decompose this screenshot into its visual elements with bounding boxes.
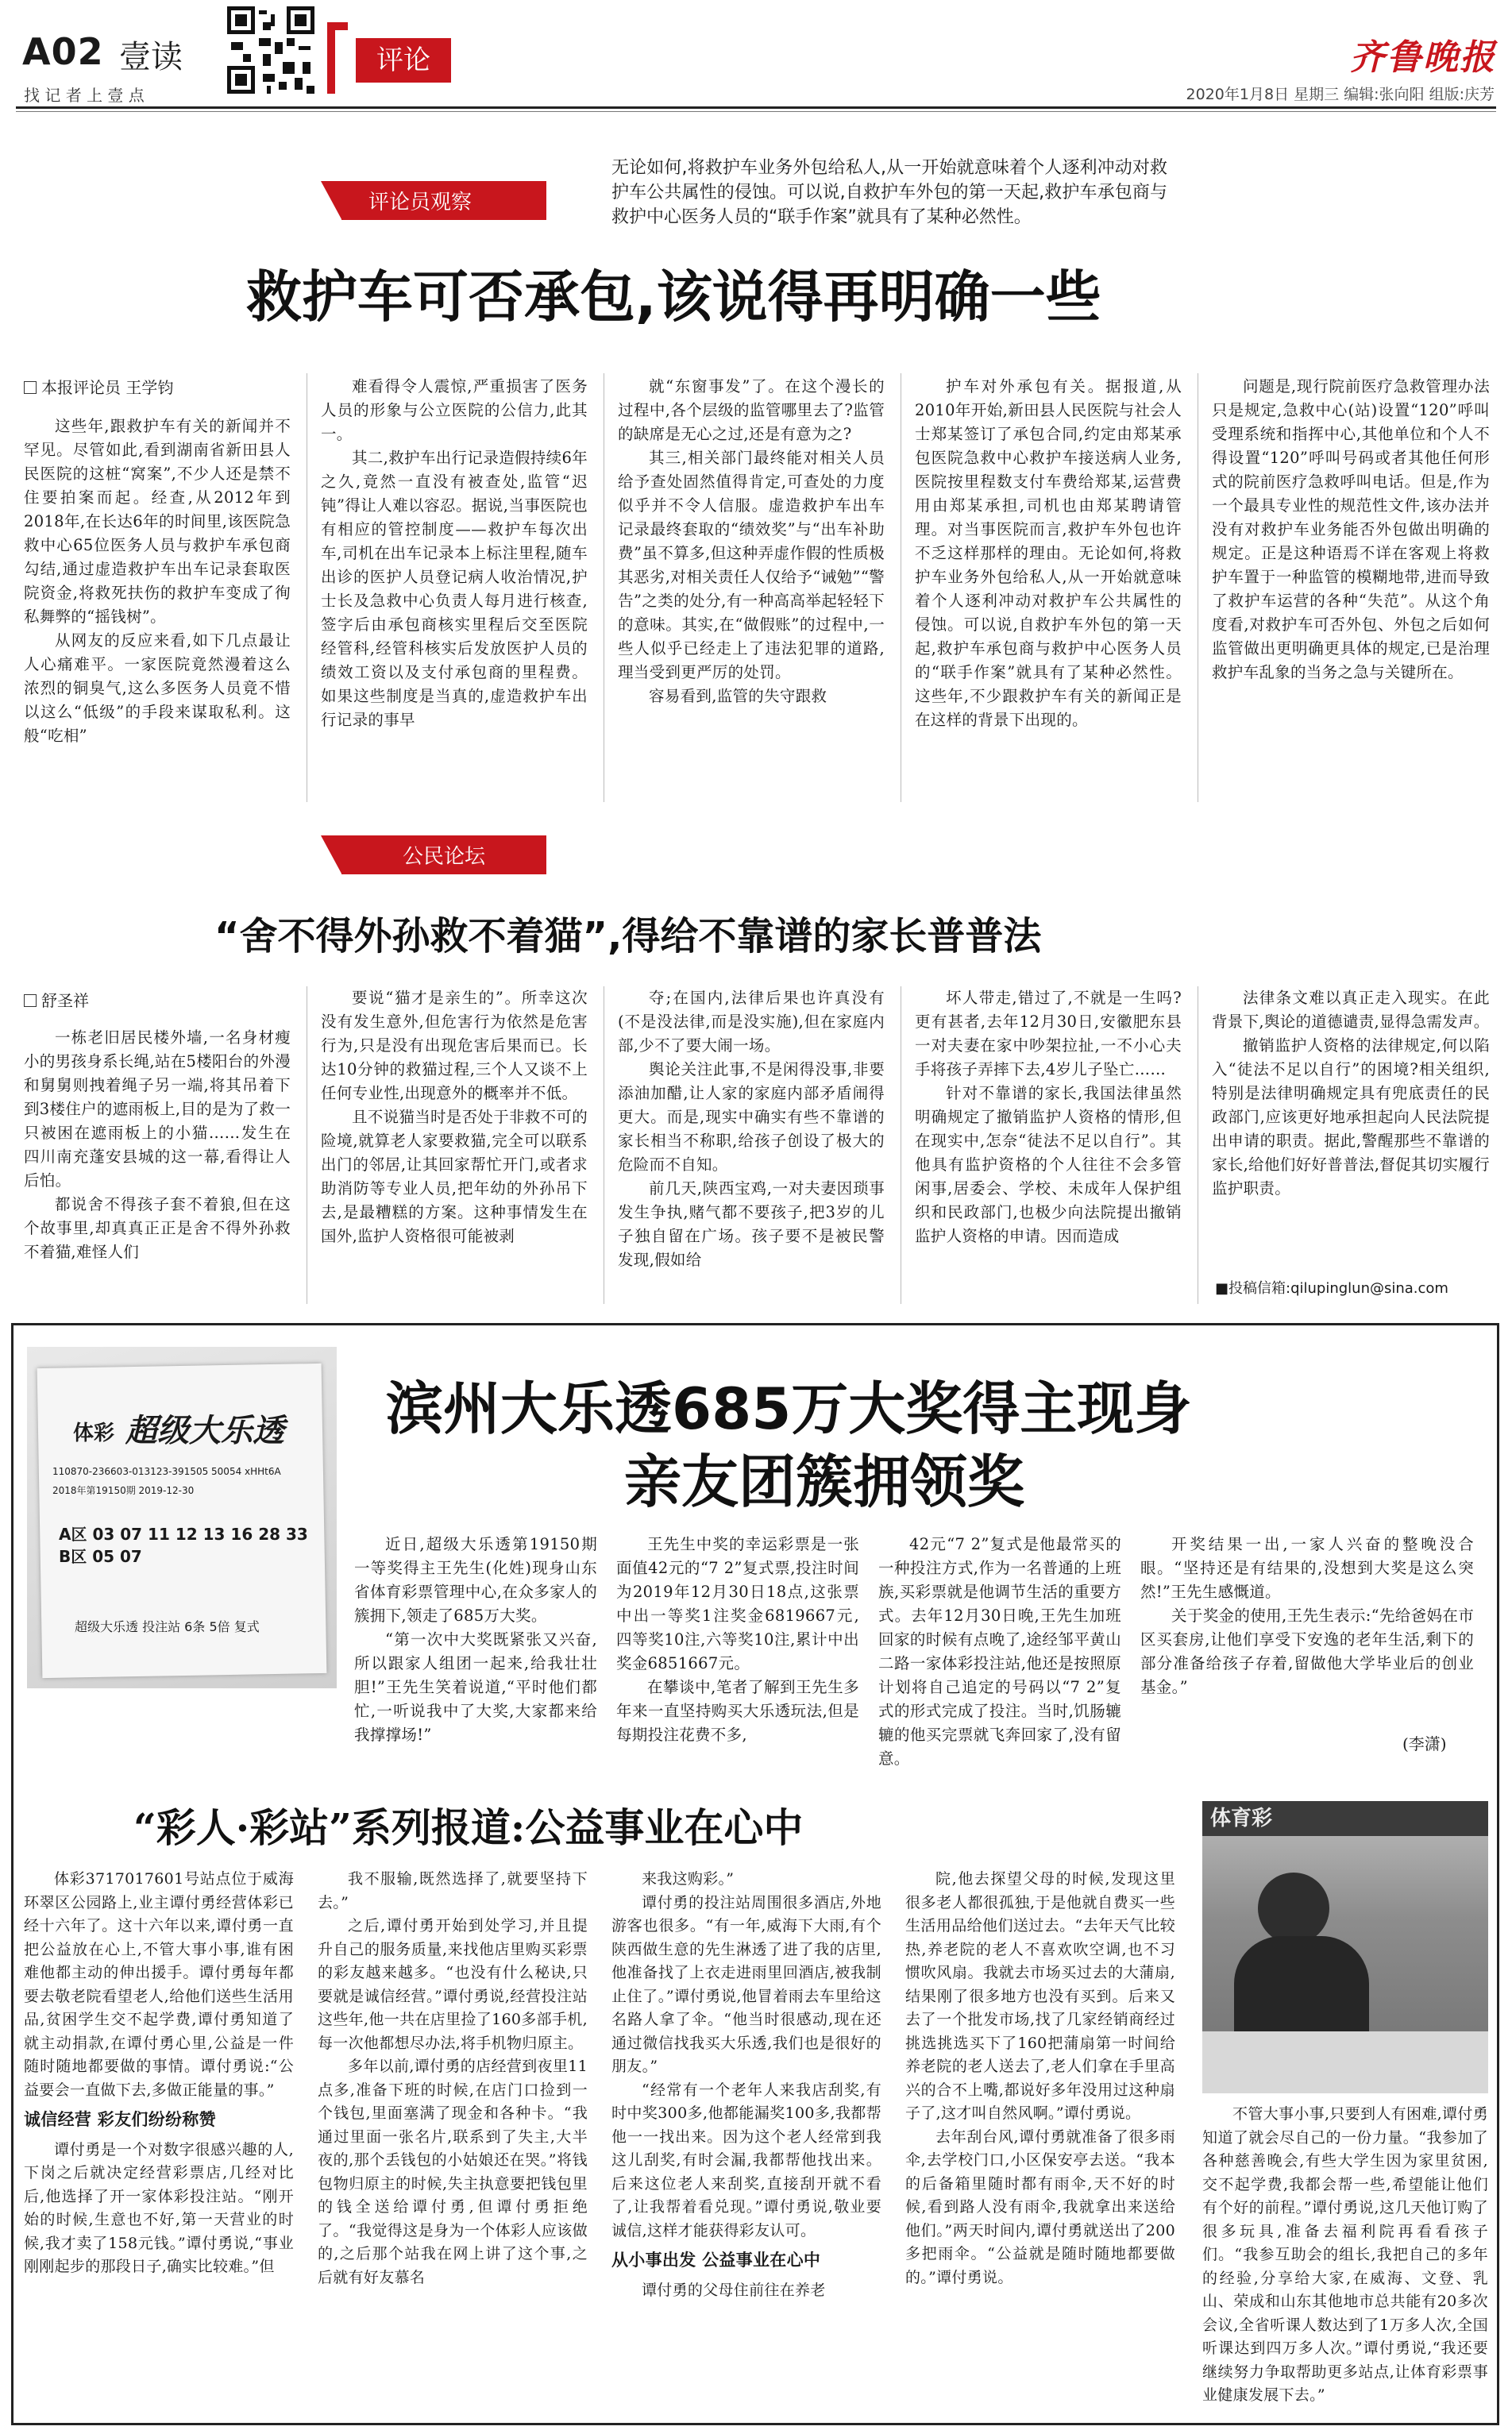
article3-col-3	[878, 1533, 1121, 1771]
qr-code-icon	[227, 6, 314, 94]
paper-logo: 齐鲁晚报	[1350, 37, 1496, 78]
article2-col-1	[24, 1026, 291, 1264]
counter-icon	[1202, 2031, 1488, 2093]
paragraph: 前几天,陕西宝鸡,一对夫妻因琐事发生争执,赌气都不要孩子,把3岁的儿子独自留在广场。孩子要不是被民警发现,假如给	[618, 1179, 885, 1269]
article2-headline: “舍不得外孙救不着猫”,得给不靠谱的家长普普法	[214, 914, 1042, 959]
article3-headline-2: 亲友团簇拥领奖	[624, 1448, 1025, 1515]
article1-banner: 评论员观察	[341, 181, 546, 220]
article4-col-5	[1202, 2103, 1488, 2408]
paragraph: 这些年,跟救护车有关的新闻并不罕见。尽管如此,看到湖南省新田县人民医院的这桩“窝案”,不少人还是禁不住要拍案而起。经查,从2012年到2018年,在长达6年的时间里,该医院急救中心65位医务人员与救护车承包商勾结,通过虚造救护车出车记录套取医院资金,将救死扶伤的救护车变成了徇私舞弊的“摇钱树”。	[24, 417, 291, 626]
ticket-logo: 超级大乐透	[125, 1413, 284, 1449]
paragraph: 院,他去探望父母的时候,发现这里很多老人都很孤独,于是他就自费买一些生活用品给他们送过去。“去年天气比较热,养老院的老人不喜欢吹空调,也不习惯吹风扇。我就去市场买过去的大蒲扇,结果刚了很多地方也没有买到。后来又去了一个批发市场,找了几家经销商经过挑选挑选买下了160把蒲扇第一时间给养老院的老人送去了,老人们拿在手里高兴的合不上嘴,都说好多年没用过这种扇子了,这才叫自然风啊。”谭付勇说。	[905, 1870, 1175, 2122]
article1-byline-text: 本报评论员 王学钧	[41, 378, 174, 397]
ticket-line2: 2018年第19150期 2019-12-30	[52, 1485, 195, 1496]
article2-contact: ■投稿信箱:qilupinglun@sina.com	[1215, 1280, 1448, 1297]
subheading: 从小事出发 公益事业在心中	[611, 2251, 821, 2270]
paragraph: 不管大事小事,只要到人有困难,谭付勇知道了就会尽自己的一份力量。“我参加了各种慈善晚会,有些大学生因为家里贫困,交不起学费,我都会帮一些,希望能让他们有个好的前程。”谭付勇说,这几天他订购了很多玩具,准备去福利院再看看孩子们。“我参互助会的组长,我把自己的多年的经验,分享给大家,在威海、文登、乳山、荣成和山东其他地市总共能有20多次会议,全省听课人数达到了1万多人次,全国听课达到四万多人次。”谭付勇说,“我还要继续努力争取帮助更多站点,让体育彩票事业健康发展下去。”	[1202, 2105, 1488, 2404]
paragraph: 难看得令人震惊,严重损害了医务人员的形象与公立医院的公信力,此其一。	[321, 377, 588, 443]
paragraph: 体彩3717017601号站点位于威海环翠区公园路上,业主谭付勇经营体彩已经十六年了。这十六年以来,谭付勇一直把公益放在心上,不管大事小事,谁有困难他都主动的伸出援手。谭付勇每年都要去敬老院看望老人,给他们送些生活用品,贫困学生交不起学费,谭付勇知道了就主动捐款,在谭付勇心里,公益是一件随时随地都要做的事情。谭付勇说:“公益要会一直做下去,多做正能量的事。”	[24, 1870, 294, 2099]
article2-col-5	[1212, 986, 1490, 1201]
paragraph: 针对不靠谱的家长,我国法律虽然明确规定了撤销监护人资格的情形,但在现实中,怎奈“徒法不足以自行”。其他具有监护资格的个人往往不会多管闲事,居委会、学校、未成年人保护组织和民政部门,也极少向法院提出撤销监护人资格的申请。因而造成	[915, 1084, 1182, 1245]
paragraph: 谭付勇的父母住前往在养老	[642, 2281, 826, 2299]
paragraph: 都说舍不得孩子套不着狼,但在这个故事里,却真真正正是舍不得外孙救不着猫,难怪人们	[24, 1195, 291, 1261]
article4-col-4	[905, 1868, 1175, 2289]
paragraph: 容易看到,监管的失守跟救	[649, 687, 827, 705]
ticket-numbers-b: B区 05 07	[59, 1547, 142, 1566]
subheading: 诚信经营 彩友们纷纷称赞	[24, 2110, 216, 2129]
paragraph: 我不服输,既然选择了,就要坚持下去。”	[318, 1870, 588, 1911]
paragraph: 坏人带走,错过了,不就是一生吗?更有甚者,去年12月30日,安徽肥东县一对夫妻在家中吵架拉扯,一不小心夫手将孩子弄摔下去,4岁儿子坠亡……	[915, 989, 1182, 1078]
byline-box-icon	[24, 994, 37, 1007]
page-number: A02	[22, 30, 104, 73]
paragraph: 谭付勇是一个对数字很感兴趣的人,下岗之后就决定经营彩票店,几经对比后,他选择了开一家体彩投注站。“刚开始的时候,生意也不好,第一天营业的时候,我才卖了158元钱。”谭付勇说,“事业刚刚起步的那段日子,确实比较难。”但	[24, 2140, 294, 2275]
article2-col-2	[321, 986, 588, 1248]
article1-col-5	[1212, 375, 1490, 685]
paragraph: 舆论关注此事,不是闲得没事,非要添油加醋,让人家的家庭内部矛盾闹得更大。而是,现实中确实有些不靠谱的家长相当不称职,给孩子创设了极大的危险而不自知。	[618, 1060, 885, 1174]
article1-col-2	[321, 375, 588, 732]
paragraph: 其二,救护车出行记录造假持续6年之久,竟然一直没有被查处,监管“迟钝”得让人难以容忍。据说,当事医院也有相应的管控制度——救护车每次出车,司机在出车记录本上标注里程,随车出诊的医护人员登记病人收治情况,护士长及急救中心负责人每月进行核查,签字后由承包商核实里程后交至医院经管科,经管科核实后发放医护人员的绩效工资以及支付承包商的里程费。如果这些制度是当真的,虚造救护车出行记录的事早	[321, 449, 588, 729]
article1-col-3	[618, 375, 885, 708]
paragraph: 之后,谭付勇开始到处学习,并且提升自己的服务质量,来找他店里购买彩票的彩友越来越多。“也没有什么秘诀,只要就是诚信经营。”谭付勇说,经营投注站这些年,他一共在店里捡了160多部手机,每一次他都想尽办法,将手机物归原主。	[318, 1917, 588, 2052]
article4-col-2	[318, 1868, 588, 2289]
paragraph: 多年以前,谭付勇的店经营到夜里11点多,准备下班的时候,在店门口捡到一个钱包,里面塞满了现金和各种卡。“我通过里面一张名片,联系到了失主,大半夜的,那个丢钱包的小姑娘还在哭。”将钱包物归原主的时候,失主执意要把钱包里的钱全送给谭付勇,但谭付勇拒绝了。“我觉得这是身为一个体彩人应该做的,之后那个站我在网上讲了这个事,之后就有好友慕名	[318, 2058, 588, 2286]
article4-headline: “彩人·彩站”系列报道:公益事业在心中	[133, 1804, 804, 1851]
article1-lead: 无论如何,将救护车业务外包给私人,从一开始就意味着个人逐利冲动对救护车公共属性的侵蚀。可以说,自救护车外包的第一天起,救护车承包商与救护中心医务人员的“联手作案”就具有了某种必然性。	[611, 158, 1167, 227]
paragraph: 王先生中奖的幸运彩票是一张面值42元的“7 2”复式票,投注时间为2019年12月30日18点,这张票中出一等奖1注奖金6819667元,四等奖10注,六等奖10注,累计中出奖金6851667元。	[616, 1535, 859, 1672]
paragraph: 护车对外承包有关。据报道,从2010年开始,新田县人民医院与社会人士郑某签订了承包合同,约定由郑某承包医院急救中心救护车接送病人业务,医院按里程数支付车费给郑某,运营费用由郑某承担,司机也由郑某聘请管理。对当事医院而言,救护车外包也许不乏这样那样的理由。无论如何,将救护车业务外包给私人,从一开始就意味着个人逐利冲动对救护车公共属性的侵蚀。可以说,自救护车外包的第一天起,救护车承包商与救护中心医务人员的“联手作案”就具有了某种必然性。这些年,不少跟救护车有关的新闻正是在这样的背景下出现的。	[915, 377, 1182, 729]
article4-col-3	[611, 1868, 881, 2302]
paragraph: 就“东窗事发”了。在这个漫长的过程中,各个层级的监管哪里去了?监管的缺席是无心之过,还是有意为之?	[618, 377, 885, 443]
article2-col-3	[618, 986, 885, 1272]
ticket-line1: 110870-236603-013123-391505 50054 xHHt6A	[52, 1466, 281, 1477]
paragraph: 法律条文难以真正走入现实。在此背景下,舆论的道德谴责,显得急需发声。	[1212, 989, 1490, 1031]
paragraph: 关于奖金的使用,王先生表示:“先给爸妈在市区买套房,让他们享受下安逸的老年生活,剩下的部分准备给孩子存着,留做他大学毕业后的创业基金。”	[1140, 1607, 1474, 1696]
article3-credit: (李潇)	[1402, 1734, 1447, 1753]
paragraph: 谭付勇的投注站周围很多酒店,外地游客也很多。“有一年,威海下大雨,有个陕西做生意的先生淋透了进了我的店里,他准备找了上衣走进雨里回酒店,被我制止住了。”谭付勇说,他冒着雨去车里给这名路人拿了伞。“他当时很感动,现在还通过微信找我买大乐透,我们也是很好的朋友。”	[611, 1893, 881, 2075]
article2-byline	[24, 988, 89, 1011]
paragraph: 问题是,现行院前医疗急救管理办法只是规定,急救中心(站)设置“120”呼叫受理系统和指挥中心,其他单位和个人不得设置“120”呼叫号码或者其他任何形式的院前医疗急救呼叫电话。但是,作为一个最具专业性的规范性文件,该办法并没有对救护车业务能否外包做出明确的规定。正是这种语焉不详在客观上将救护车置于一种监管的模糊地带,进而导致了救护车运营的各种“失范”。从这个角度看,对救护车可否外包、外包之后如何监管做出更明确更具体的规定,已是治理救护车乱象的当务之急与关键所在。	[1212, 377, 1490, 681]
vendor-photo	[1202, 1801, 1488, 2093]
paragraph: 撤销监护人资格的法律规定,何以陷入“徒法不足以自行”的困境?相关组织,特别是法律明确规定具有兜底责任的民政部门,应该更好地承担起向人民法院提出申请的职责。据此,警醒那些不靠谱的家长,给他们好好普普法,督促其切实履行监护职责。	[1212, 1036, 1490, 1198]
lottery-ticket-photo	[27, 1347, 337, 1688]
article3-col-1	[354, 1533, 597, 1747]
article2-col-4	[915, 986, 1182, 1248]
paragraph: 42元“7 2”复式是他最常买的一种投注方式,作为一名普通的上班族,买彩票就是他调节生活的重要方式。去年12月30日晚,王先生加班回家的时候有点晚了,途经邹平黄山二路一家体彩投注站,他还是按照原计划将自己追定的号码以“7 2”复式的形式完成了投注。当时,饥肠辘辘的他买完票就飞奔回家了,没有留意。	[878, 1535, 1121, 1768]
person-silhouette-icon	[1258, 1873, 1329, 1944]
column-tag-label: 评论	[356, 38, 451, 83]
article3-col-2	[616, 1533, 859, 1747]
paragraph: 近日,超级大乐透第19150期一等奖得主王先生(化姓)现身山东省体育彩票管理中心,在众多家人的簇拥下,领走了685万大奖。	[354, 1535, 597, 1625]
paragraph: 其三,相关部门最终能对相关人员给予查处固然值得肯定,可查处的力度似乎并不令人信服。虚造救护车出车记录最终套取的“绩效奖”与“出车补助费”虽不算多,但这种弄虚作假的性质极其恶劣,对相关责任人仅给予“诫勉”“警告”之类的处分,有一种高高举起轻轻下的意味。其实,在“做假账”的过程中,一些人似乎已经走上了违法犯罪的道路,理当受到更严厉的处罚。	[618, 449, 885, 681]
masthead-rule	[16, 106, 1496, 109]
paragraph: 要说“猫才是亲生的”。所幸这次没有发生意外,但危害行为依然是危害行为,只是没有出现危害后果而已。长达10分钟的救猫过程,三个人又谈不上任何专业性,出现意外的概率并不低。	[321, 989, 588, 1102]
date-editor-line: 2020年1月8日 星期三 编辑:张向阳 组版:庆芳	[1186, 86, 1495, 103]
article3-col-4	[1140, 1533, 1474, 1699]
ticket-footer: 超级大乐透 投注站 6条 5倍 复式	[75, 1619, 260, 1634]
article2-byline-text: 舒圣祥	[41, 991, 89, 1010]
paragraph: 在攀谈中,笔者了解到王先生多年来一直坚持购买大乐透玩法,但是每期投注花费不多,	[616, 1678, 859, 1744]
paragraph: “经常有一个老年人来我店刮奖,有时中奖300多,他都能漏奖100多,我都帮他一一找出来。因为这个老人经常到我这儿刮奖,有时会漏,我都帮他找出来。后来这位老人来刮奖,直接刮开就不看了,让我帮着看兑现。”谭付勇说,敬业要诚信,这样才能获得彩友认可。	[611, 2081, 881, 2239]
article1-headline: 救护车可否承包,该说得再明确一些	[246, 264, 1101, 330]
article1-col-4	[915, 375, 1182, 732]
article3-headline-1: 滨州大乐透685万大奖得主现身	[386, 1375, 1192, 1442]
paragraph: 一栋老旧居民楼外墙,一名身材瘦小的男孩身系长绳,站在5楼阳台的外漫和舅舅则拽着绳子另一端,将其吊着下到3楼住户的遮雨板上,目的是为了救一只被困在遮雨板上的小猫……发生在四川南充蓬安县城的这一幕,看得让人后怕。	[24, 1028, 291, 1190]
ticket-brand: 体彩	[73, 1421, 115, 1445]
paragraph: 开奖结果一出,一家人兴奋的整晚没合眼。“坚持还是有结果的,没想到大奖是这么突然!”王先生感慨道。	[1140, 1535, 1474, 1601]
article4-col-1	[24, 1868, 294, 2279]
section-name: 壹读	[119, 39, 183, 75]
paragraph: “第一次中大奖既紧张又兴奋,所以跟家人组团一起来,给我壮壮胆!”王先生笑着说道,“平时他们都忙,一听说我中了大奖,大家都来给我撑撑场!”	[354, 1630, 597, 1744]
photo-sign: 体育彩	[1202, 1801, 1488, 1836]
ticket-numbers-a: A区 03 07 11 12 13 16 28 33	[59, 1525, 308, 1544]
byline-box-icon	[24, 381, 37, 394]
paragraph: 且不说猫当时是否处于非救不可的险境,就算老人家要救猫,完全可以联系出门的邻居,让其回家帮忙开门,或者求助消防等专业人员,把年幼的外孙吊下去,是最糟糕的方案。这种事情发生在国外,监护人资格很可能被剥	[321, 1108, 588, 1245]
article2-banner: 公民论坛	[341, 835, 546, 874]
paragraph: 来我这购彩。”	[642, 1870, 735, 1888]
article1-byline	[24, 375, 173, 398]
paragraph: 去年刮台风,谭付勇就准备了很多雨伞,去学校门口,小区保安亭去送。“我本的后备箱里随时都有雨伞,天不好的时候,看到路人没有雨伞,我就拿出来送给他们。”两天时间内,谭付勇就送出了200多把雨伞。“公益就是随时随地都要做的。”谭付勇说。	[905, 2127, 1175, 2286]
paragraph: 夺;在国内,法律后果也许真没有(不是没法律,而是没实施),但在家庭内部,少不了要大闹一场。	[618, 989, 885, 1055]
section-slogan: 找 记 者 上 壹 点	[24, 86, 145, 105]
masthead-rule-thin	[16, 111, 1496, 112]
paragraph: 从网友的反应来看,如下几点最让人心痛难平。一家医院竟然漫着这么浓烈的铜臭气,这么多医务人员竟不惜以这么“低级”的手段来谋取私利。这般“吃相”	[24, 631, 291, 745]
article1-col-1	[24, 415, 291, 748]
